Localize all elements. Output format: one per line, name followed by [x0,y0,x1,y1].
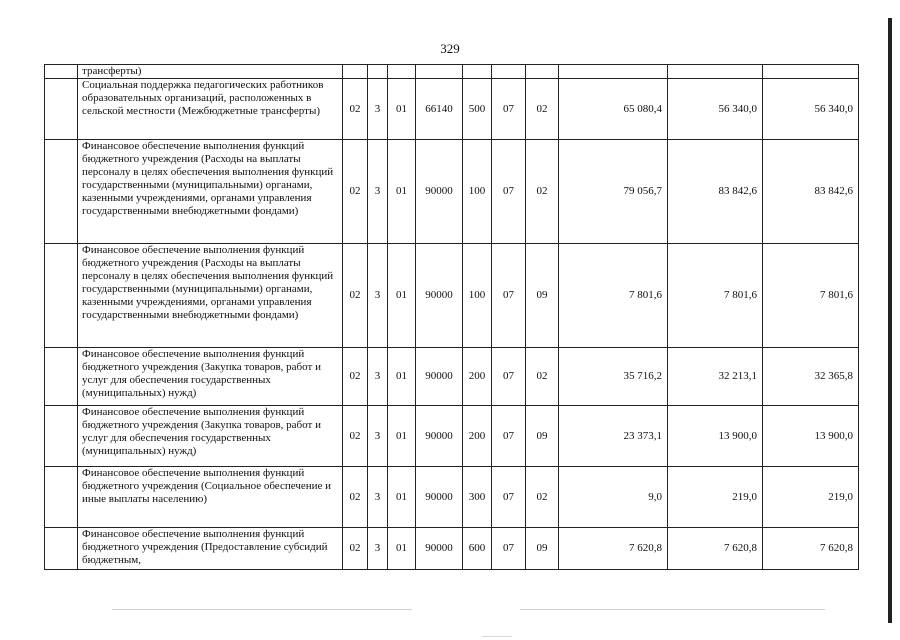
program-code-cell: 02 [343,467,368,528]
description-cell: трансферты) [78,65,343,79]
amount-year-3-cell: 7 620,8 [763,528,859,570]
subprogram-code-cell: 3 [368,406,388,467]
expense-type-cell: 200 [463,406,492,467]
event-code-cell [388,65,416,79]
subsection-cell: 02 [526,140,559,244]
budget-table-body [45,65,859,570]
table-row [45,528,859,570]
subprogram-code-cell: 3 [368,348,388,406]
direction-code-cell: 90000 [416,140,463,244]
direction-code-cell: 90000 [416,406,463,467]
subprogram-code-cell: 3 [368,467,388,528]
row-number-cell [45,65,78,79]
section-cell: 07 [492,467,526,528]
row-number-cell [45,244,78,348]
direction-code-cell [416,65,463,79]
event-code-cell: 01 [388,348,416,406]
subprogram-code-cell [368,65,388,79]
amount-year-1-cell: 7 801,6 [559,244,668,348]
event-code-cell: 01 [388,406,416,467]
row-number-cell [45,140,78,244]
subprogram-code-cell: 3 [368,140,388,244]
direction-code-cell: 90000 [416,244,463,348]
description-cell: Финансовое обеспечение выполнения функций бюджетного учреждения (Расходы на выплаты персоналу в целях обеспечения выполнения функций государственными (муниципальными) органами, казенными учреждениями, органами управления государственными внебюджетными фондами) [78,244,343,348]
program-code-cell: 02 [343,244,368,348]
subsection-cell: 09 [526,528,559,570]
program-code-cell: 02 [343,406,368,467]
subprogram-code-cell: 3 [368,244,388,348]
direction-code-cell: 90000 [416,528,463,570]
amount-year-2-cell: 219,0 [668,467,763,528]
event-code-cell: 01 [388,140,416,244]
expense-type-cell [463,65,492,79]
page-number: 329 [440,41,460,56]
section-cell: 07 [492,79,526,140]
program-code-cell: 02 [343,348,368,406]
scan-edge-line [888,18,892,623]
section-cell: 07 [492,406,526,467]
amount-year-2-cell [668,65,763,79]
row-number-cell [45,348,78,406]
amount-year-2-cell: 83 842,6 [668,140,763,244]
amount-year-2-cell: 13 900,0 [668,406,763,467]
scan-artifact-line [520,609,825,610]
description-cell: Финансовое обеспечение выполнения функций бюджетного учреждения (Расходы на выплаты персоналу в целях обеспечения выполнения функций государственными (муниципальными) органами, казенными учреждениями, органами управления государственными внебюджетными фондами) [78,140,343,244]
event-code-cell: 01 [388,244,416,348]
amount-year-2-cell: 7 620,8 [668,528,763,570]
amount-year-1-cell: 9,0 [559,467,668,528]
program-code-cell [343,65,368,79]
table-row [45,79,859,140]
amount-year-2-cell: 32 213,1 [668,348,763,406]
description-cell: Финансовое обеспечение выполнения функций бюджетного учреждения (Закупка товаров, работ и услуг для обеспечения государственных (муниципальных) нужд) [78,348,343,406]
amount-year-1-cell: 79 056,7 [559,140,668,244]
amount-year-3-cell: 13 900,0 [763,406,859,467]
amount-year-1-cell: 35 716,2 [559,348,668,406]
table-row [45,140,859,244]
event-code-cell: 01 [388,528,416,570]
subsection-cell: 09 [526,406,559,467]
description-cell: Социальная поддержка педагогических работников образовательных организаций, расположенных в сельской местности (Межбюджетные трансферты) [78,79,343,140]
amount-year-2-cell: 7 801,6 [668,244,763,348]
table-row [45,406,859,467]
expense-type-cell: 100 [463,244,492,348]
amount-year-3-cell: 32 365,8 [763,348,859,406]
subsection-cell: 02 [526,467,559,528]
amount-year-3-cell: 7 801,6 [763,244,859,348]
section-cell: 07 [492,140,526,244]
subsection-cell [526,65,559,79]
row-number-cell [45,528,78,570]
scan-artifact-speck [482,636,512,637]
subprogram-code-cell: 3 [368,79,388,140]
budget-table [44,64,859,570]
amount-year-1-cell: 65 080,4 [559,79,668,140]
amount-year-1-cell [559,65,668,79]
table-row [45,467,859,528]
table-row [45,244,859,348]
amount-year-1-cell: 23 373,1 [559,406,668,467]
amount-year-3-cell: 219,0 [763,467,859,528]
expense-type-cell: 200 [463,348,492,406]
program-code-cell: 02 [343,140,368,244]
amount-year-1-cell: 7 620,8 [559,528,668,570]
table-row [45,348,859,406]
direction-code-cell: 90000 [416,467,463,528]
section-cell: 07 [492,244,526,348]
scan-artifact-line [112,609,412,610]
event-code-cell: 01 [388,79,416,140]
program-code-cell: 02 [343,79,368,140]
subsection-cell: 02 [526,79,559,140]
amount-year-3-cell: 56 340,0 [763,79,859,140]
subsection-cell: 09 [526,244,559,348]
section-cell: 07 [492,348,526,406]
direction-code-cell: 66140 [416,79,463,140]
expense-type-cell: 600 [463,528,492,570]
table-row [45,65,859,79]
subsection-cell: 02 [526,348,559,406]
row-number-cell [45,467,78,528]
description-cell: Финансовое обеспечение выполнения функций бюджетного учреждения (Предоставление субсидий бюджетным, [78,528,343,570]
expense-type-cell: 500 [463,79,492,140]
description-cell: Финансовое обеспечение выполнения функций бюджетного учреждения (Закупка товаров, работ и услуг для обеспечения государственных (муниципальных) нужд) [78,406,343,467]
program-code-cell: 02 [343,528,368,570]
section-cell: 07 [492,528,526,570]
expense-type-cell: 100 [463,140,492,244]
section-cell [492,65,526,79]
amount-year-3-cell [763,65,859,79]
row-number-cell [45,406,78,467]
subprogram-code-cell: 3 [368,528,388,570]
expense-type-cell: 300 [463,467,492,528]
row-number-cell [45,79,78,140]
amount-year-2-cell: 56 340,0 [668,79,763,140]
amount-year-3-cell: 83 842,6 [763,140,859,244]
direction-code-cell: 90000 [416,348,463,406]
description-cell: Финансовое обеспечение выполнения функций бюджетного учреждения (Социальное обеспечение и иные выплаты населению) [78,467,343,528]
event-code-cell: 01 [388,467,416,528]
